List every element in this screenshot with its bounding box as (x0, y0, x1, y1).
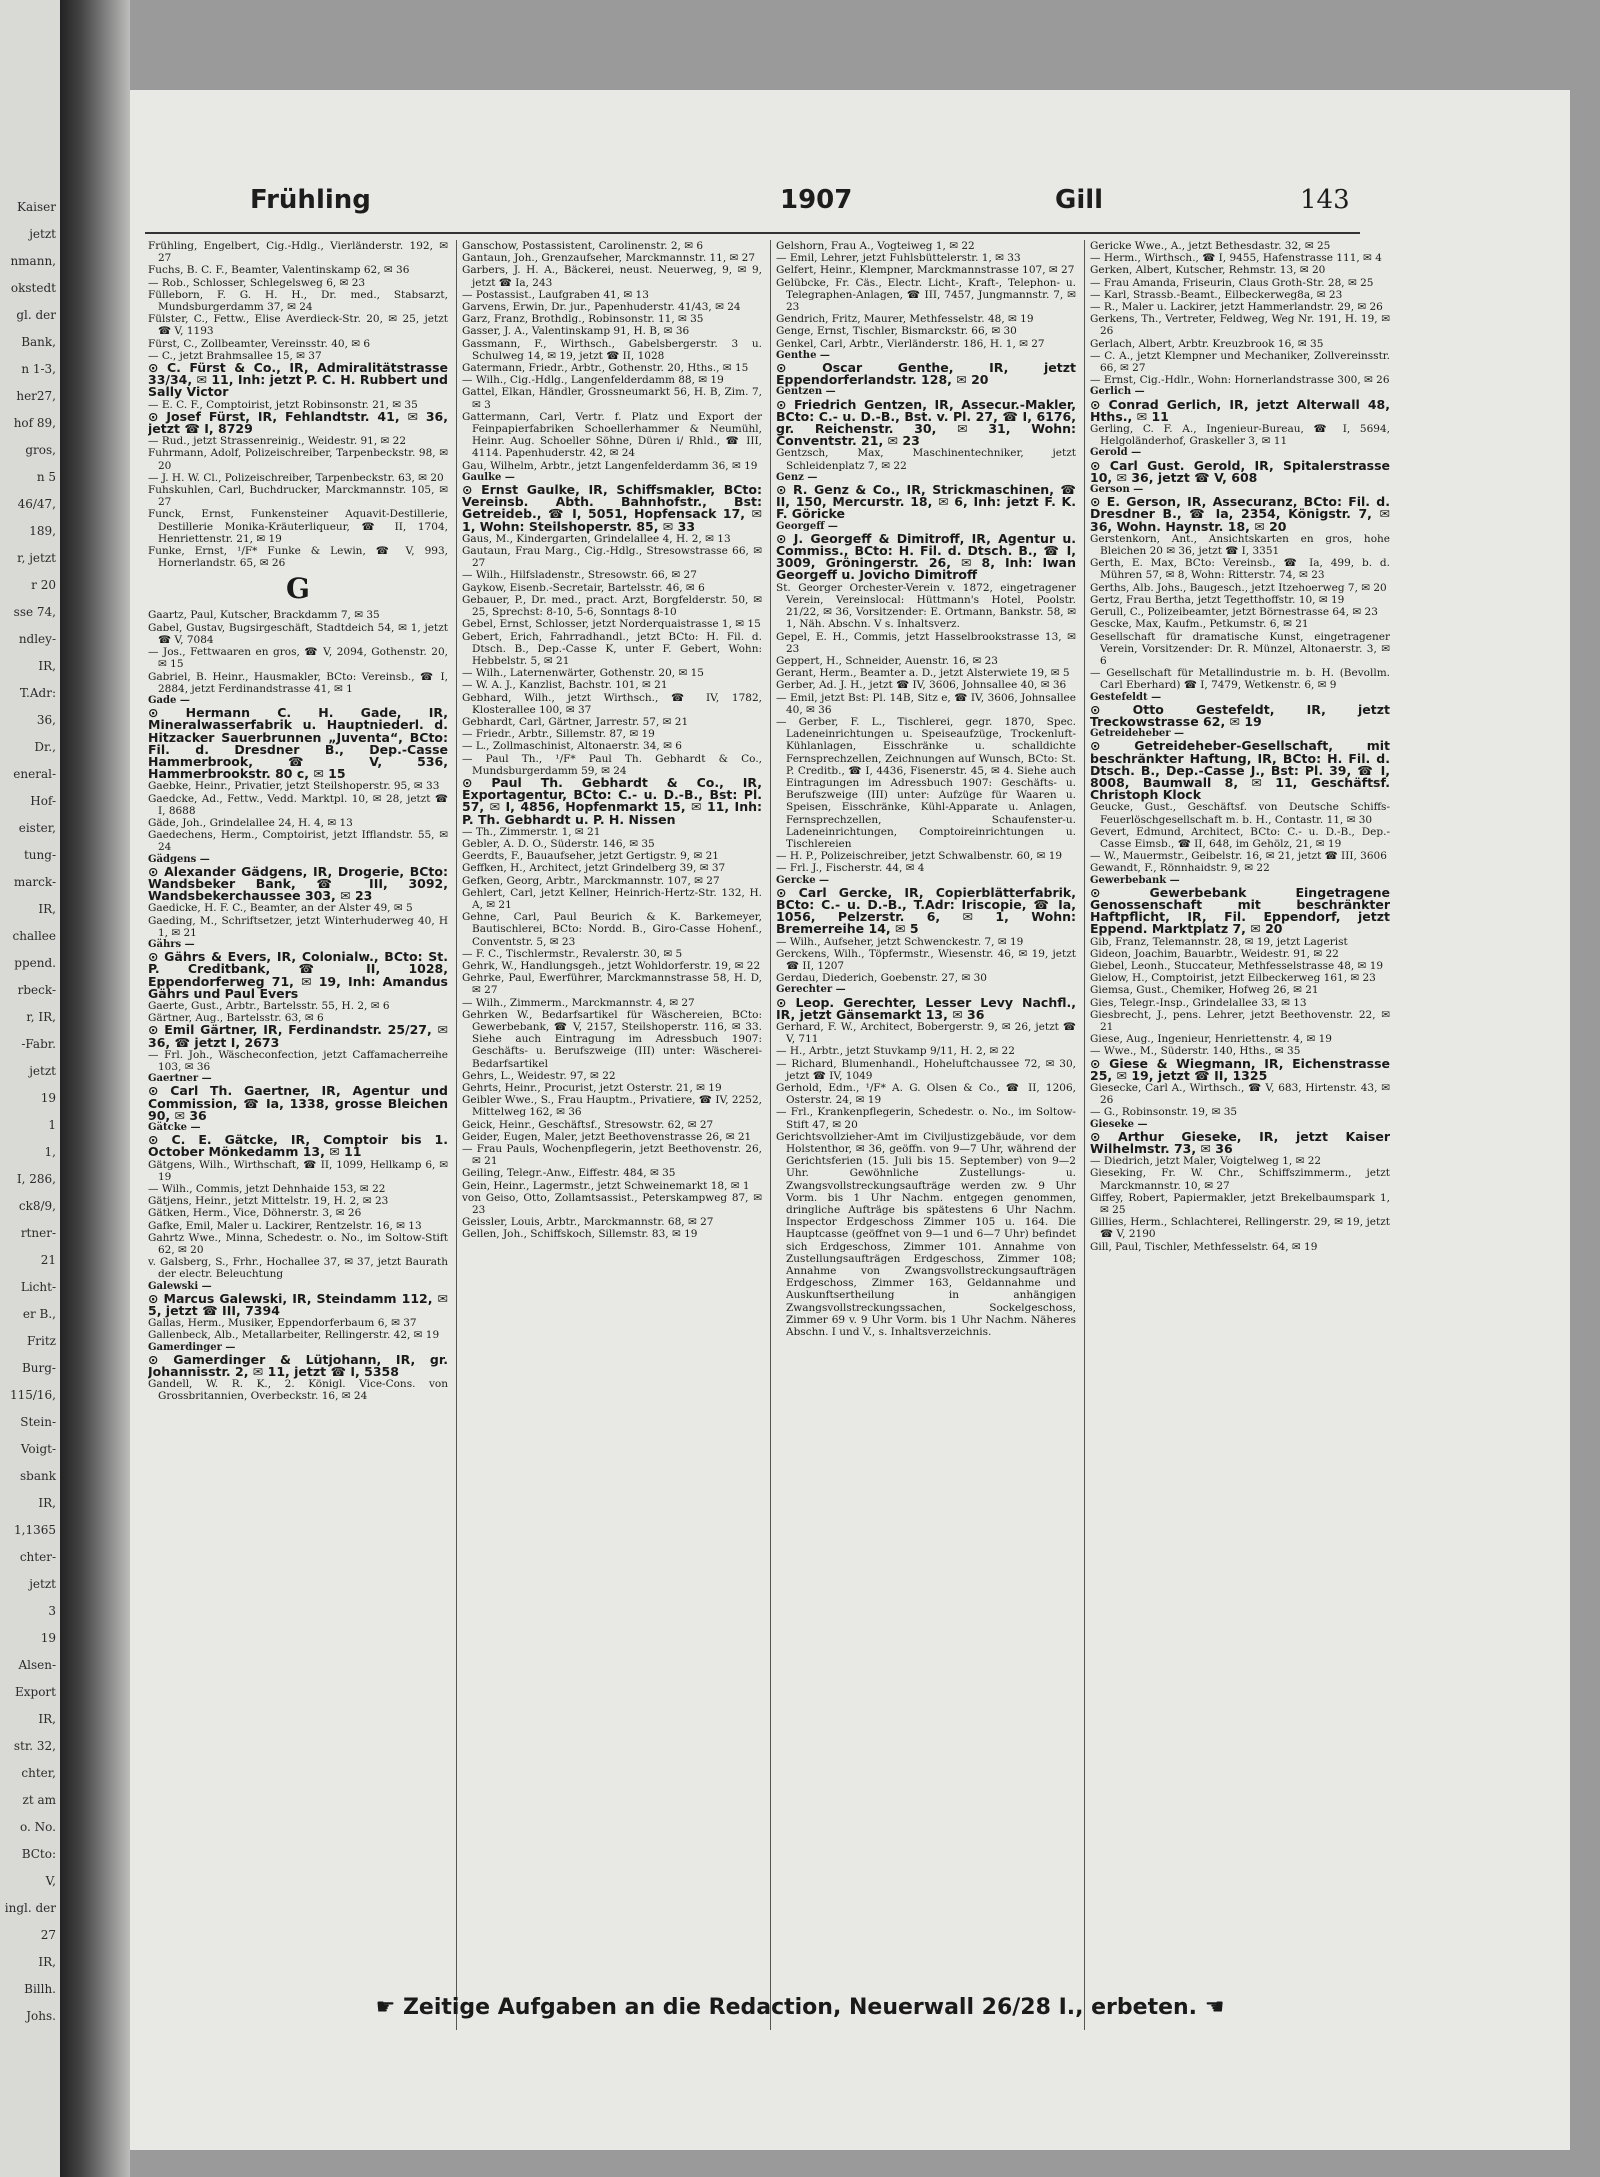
directory-entry: — H., Arbtr., jetzt Stuvkamp 9/11, H. 2, ✉ 22 (776, 1045, 1015, 1058)
directory-entry: Garvens, Erwin, Dr. jur., Papenhuderstr. 41/43, ✉ 24 (462, 301, 741, 314)
directory-entry: — C., jetzt Brahmsallee 15, ✉ 37 (148, 349, 322, 362)
adjacent-page-fragment: Voigt- (20, 1442, 56, 1456)
adjacent-page-fragment: sse 74, (13, 605, 56, 619)
directory-entry: Gelshorn, Frau A., Vogteiweg 1, ✉ 22 (776, 240, 975, 252)
directory-entry: — Frl., Krankenpflegerin, Schedestr. o. No., im Soltow-Stift 47, ✉ 20 (776, 1106, 1076, 1131)
directory-entry: Gertz, Frau Bertha, jetzt Tegetthoffstr. 10, ✉ 19 (1090, 593, 1345, 606)
directory-entry: Gaulke — (462, 471, 515, 483)
directory-entry: Giesbrecht, J., pens. Lehrer, jetzt Beethovenstr. 22, ✉ 21 (1090, 1008, 1390, 1033)
directory-entry: Genz — (776, 471, 818, 483)
adjacent-page-fragment: marck- (13, 875, 56, 889)
adjacent-page-fragment: 36, (36, 713, 56, 727)
directory-entry: ⊙ Carl Gercke, IR, Copierblätterfabrik, BCto: C.- u. D.-B., T.Adr: Iriscopie, ☎ Ia, 1056, Pelzerstr. 6, ✉ 1, Wohn: Bremerreihe 14, ✉ 5 (776, 884, 1076, 937)
directory-entry: ⊙ Hermann C. H. Gade, IR, Mineralwasserfabrik u. Hauptniederl. d. Hitzacker Sauerbrunnen „Juventa“, BCto: Fil. d. Dresdner B., Dep.-Casse Hammerbrook, ☎ V, 536, Hammerbrookstr. 80 c, ✉ 15 (148, 705, 448, 782)
adjacent-page-fragment: n 1-3, (21, 362, 56, 376)
column-divider (770, 240, 771, 2030)
directory-entry: Gerson — (1090, 484, 1144, 496)
adjacent-page-fragment: rtner- (20, 1226, 56, 1240)
directory-entry: Gescke, Max, Kaufm., Petkumstr. 6, ✉ 21 (1090, 618, 1309, 631)
directory-entry: Gade — (148, 694, 190, 706)
adjacent-page-fragment: Kaiser (17, 200, 56, 214)
directory-entry: Funck, Ernst, Funkensteiner Aquavit-Destillerie, Destillerie Monika-Kräuterliqueur, ☎ II, 1704, Henriettenstr. 21, ✉ 19 (148, 508, 448, 545)
directory-entry: — Th., Zimmerstr. 1, ✉ 21 (462, 825, 601, 838)
directory-entry: Gabriel, B. Heinr., Hausmakler, BCto: Vereinsb., ☎ I, 2884, jetzt Ferdinandstrasse 41, ✉ 1 (148, 670, 448, 695)
adjacent-page-fragment: IR, (38, 1496, 56, 1510)
directory-entry: — H. P., Polizeischreiber, jetzt Schwalbenstr. 60, ✉ 19 (776, 850, 1063, 863)
directory-entry: Gerken, Albert, Kutscher, Rehmstr. 13, ✉ 20 (1090, 264, 1326, 277)
directory-entry: — Wilh., Aufseher, jetzt Schwenckestr. 7, ✉ 19 (776, 935, 1024, 948)
directory-entry: — Wilh., Hilfsladenstr., Stresowstr. 66, ✉ 27 (462, 569, 697, 582)
pointing-hand-icon: ☛ (375, 1995, 403, 2020)
directory-entry: Gandell, W. R. K., 2. Königl. Vice-Cons. von Grossbritannien, Overbeckstr. 16, ✉ 24 (148, 1378, 448, 1403)
adjacent-page-fragment: challee (12, 929, 56, 943)
adjacent-page-fragment: her27, (16, 389, 56, 403)
adjacent-page-fragment: 27 (40, 1928, 56, 1942)
directory-entry: — C. A., jetzt Klempner und Mechaniker, Zollvereinsstr. 66, ✉ 27 (1090, 349, 1390, 375)
adjacent-page-fragment: I, 286, (16, 1172, 56, 1186)
directory-entry: Gallas, Herm., Musiker, Eppendorferbaum 6, ✉ 37 (148, 1317, 417, 1330)
directory-entry: Genthe — (776, 349, 830, 361)
directory-entry: — Wwe., M., Süderstr. 140, Hths., ✉ 35 (1090, 1045, 1301, 1058)
directory-entry: Geibler Wwe., S., Frau Hauptm., Privatiere, ☎ IV, 2252, Mittelweg 162, ✉ 36 (462, 1094, 762, 1119)
directory-entry: ⊙ Otto Gestefeldt, IR, jetzt Treckowstrasse 62, ✉ 19 (1090, 701, 1390, 729)
adjacent-page-fragment: Alsen- (18, 1658, 56, 1672)
header-left-word: Frühling (250, 185, 371, 215)
adjacent-page-fragment: Dr., (34, 740, 56, 754)
adjacent-page-fragment: 115/16, (9, 1388, 56, 1402)
directory-entry: Gerant, Herm., Beamter a. D., jetzt Alsterwiete 19, ✉ 5 (776, 667, 1070, 680)
column-1 (148, 240, 448, 2040)
directory-entry: — Frl. J., Fischerstr. 44, ✉ 4 (776, 862, 925, 875)
directory-entry: Gieseke — (1090, 1118, 1148, 1130)
directory-entry: ⊙ Oscar Genthe, IR, jetzt Eppendorferlandstr. 128, ✉ 20 (776, 360, 1076, 388)
directory-entry: Geppert, H., Schneider, Auenstr. 16, ✉ 23 (776, 654, 998, 667)
adjacent-page-fragment: tung- (23, 848, 56, 862)
directory-entry: Gerlich — (1090, 386, 1145, 398)
directory-entry: Fürst, C., Zollbeamter, Vereinsstr. 40, ✉ 6 (148, 337, 371, 350)
directory-entry: — J. H. W. Cl., Polizeischreiber, Tarpenbeckstr. 63, ✉ 20 (148, 471, 444, 484)
directory-entry: Gerichtsvollzieher-Amt im Civiljustizgebäude, vor dem Holstenthor, ✉ 36, geöffn. von 9—7 Uhr, während der Gerichtsferien (15. Juli bis 15. September) von 9—2 Uhr. Gewöhnliche Zustellungs- u. Zwangsvollstreckungsaufträge werden zw. 9 Uhr Vorm. bis 1 Uhr Nachm. entgegen genommen, dringliche Aufträge bis spätestens 6 Uhr Nachm. Inspector Erdgeschoss Zimmer 105 u. 164. Die Hauptcasse (geöffnet von 9—1 und 6—7 Uhr) befindet sich Erdgeschoss, Zimmer 101. Annahme von Zustellungsaufträgen Erdgeschoss, Zimmer 108; Annahme von Zwangsvollstreckungsaufträgen Erdgeschoss, Zimmer 163, Geldannahme und Auskunftsertheilung in anhängigen Zwangsvollstreckungssachen, Sockelgeschoss, Zimmer 69 v. 9 Uhr Vorm. bis 1 Uhr Nachm. Näheres Abschn. I und V., s. Inhaltsverzeichnis. (776, 1130, 1076, 1339)
directory-entry: ⊙ Gewerbebank Eingetragene Genossenschaft mit beschränkter Haftpflicht, IR, Fil. Eppendorf, jetzt Eppend. Marktplatz 7, ✉ 20 (1090, 884, 1390, 937)
pointing-hand-icon: ☚ (1197, 1995, 1225, 2020)
directory-entry: Gideon, Joachim, Bauarbtr., Weidestr. 91, ✉ 22 (1090, 947, 1339, 960)
directory-entry: — Frau Pauls, Wochenpflegerin, jetzt Beethovenstr. 26, ✉ 21 (462, 1143, 762, 1168)
directory-entry: Gallenbeck, Alb., Metallarbeiter, Rellingerstr. 42, ✉ 19 (148, 1329, 440, 1342)
directory-entry: Gehrts, Heinr., Procurist, jetzt Osterstr. 21, ✉ 19 (462, 1082, 722, 1095)
directory-entry: Gebel, Ernst, Schlosser, jetzt Norderquaistrasse 1, ✉ 15 (462, 618, 761, 631)
adjacent-page-fragment: n 5 (36, 470, 56, 484)
directory-entry: Gau, Wilhelm, Arbtr., jetzt Langenfelderdamm 36, ✉ 19 (462, 459, 758, 472)
directory-entry: Gätgens, Wilh., Wirthschaft, ☎ II, 1099, Hellkamp 6, ✉ 19 (148, 1158, 448, 1183)
directory-entry: Geick, Heinr., Geschäftsf., Stresowstr. 62, ✉ 27 (462, 1118, 714, 1131)
directory-entry: Gerhold, Edm., ¹/F* A. G. Olsen & Co., ☎ II, 1206, Osterstr. 24, ✉ 19 (776, 1082, 1076, 1107)
directory-entry: — Herm., Wirthsch., ☎ I, 9455, Hafenstrasse 111, ✉ 4 (1090, 252, 1382, 265)
book-gutter (60, 0, 130, 2177)
adjacent-page-fragment: ndley- (18, 632, 56, 646)
directory-entry: Geerdts, F., Bauaufseher, jetzt Gertigstr. 9, ✉ 21 (462, 850, 719, 863)
directory-entry: Gährs — (148, 938, 195, 950)
adjacent-page-fragment: 21 (40, 1253, 56, 1267)
directory-entry: Gautaun, Frau Marg., Cig.-Hdlg., Stresowstrasse 66, ✉ 27 (462, 545, 762, 570)
directory-entry: ⊙ C. Fürst & Co., IR, Admiralitätstrasse 33/34, ✉ 11, Inh: jetzt P. C. H. Rubbert und Sally Victor (148, 360, 448, 400)
directory-entry: Gaebke, Heinr., Privatier, jetzt Steilshoperstr. 95, ✉ 33 (148, 780, 440, 793)
adjacent-page-fragment: 19 (40, 1631, 56, 1645)
directory-entry: — Richard, Blumenhandl., Hoheluftchaussee 72, ✉ 30, jetzt ☎ IV, 1049 (776, 1057, 1076, 1082)
directory-entry: Gerth, E. Max, BCto: Vereinsb., ☎ Ia, 499, b. d. Mühren 57, ✉ 8, Wohn: Ritterstr. 74, ✉ 23 (1090, 557, 1390, 582)
directory-entry: Gies, Telegr.-Insp., Grindelallee 33, ✉ 13 (1090, 996, 1307, 1009)
adjacent-page-fragment: zt am (22, 1793, 56, 1807)
adjacent-page-fragment: sbank (20, 1469, 56, 1483)
directory-entry: Gabel, Gustav, Bugsirgeschäft, Stadtdeich 54, ✉ 1, jetzt ☎ V, 7084 (148, 621, 448, 646)
adjacent-page-fragment: r, jetzt (17, 551, 56, 565)
directory-entry: Gebhard, Wilh., jetzt Wirthsch., ☎ IV, 1782, Klosterallee 100, ✉ 37 (462, 691, 762, 716)
directory-entry: Gehne, Carl, Paul Beurich & K. Barkemeyer, Bautischlerei, BCto: Nordd. B., Giro-Casse Hohenf., Conventstr. 5, ✉ 23 (462, 911, 762, 948)
adjacent-page-fragment: o. No. (20, 1820, 56, 1834)
directory-entry: Gerstenkorn, Ant., Ansichtskarten en gros, hohe Bleichen 20 ✉ 36, jetzt ☎ I, 3351 (1090, 532, 1390, 558)
directory-entry: ⊙ J. Georgeff & Dimitroff, IR, Agentur u. Commiss., BCto: H. Fil. d. Dtsch. B., ☎ I, 3009, Gröningerstr. 26, ✉ 8, Inh: Iwan Georgeff u. Jovicho Dimitroff (776, 530, 1076, 583)
directory-entry: Geiling, Telegr.-Anw., Eiffestr. 484, ✉ 35 (462, 1167, 676, 1180)
adjacent-page-fragment: Fritz (26, 1334, 56, 1348)
directory-entry: ⊙ Ernst Gaulke, IR, Schiffsmakler, BCto: Vereinsb. Abth. Bahnhofstr., Bst: Getreideb., ☎ I, 5051, Hopfensack 17, ✉ 1, Wohn: Steilshoperstr. 85, ✉ 33 (462, 482, 762, 534)
directory-entry: Gestefeldt — (1090, 691, 1162, 703)
directory-entry: Fülster, C., Fettw., Elise Averdieck-Str. 20, ✉ 25, jetzt ☎ V, 1193 (148, 313, 448, 338)
directory-entry: Getreideheber — (1090, 728, 1185, 740)
directory-entry: Gebler, A. D. O., Süderstr. 146, ✉ 35 (462, 837, 655, 850)
directory-entry: Gasser, J. A., Valentinskamp 91, H. B, ✉ 36 (462, 325, 690, 338)
adjacent-page-fragment: Export (15, 1685, 56, 1699)
directory-entry: Gebhardt, Carl, Gärtner, Jarrestr. 57, ✉ 21 (462, 715, 689, 728)
directory-entry: — F. C., Tischlermstr., Revalerstr. 30, ✉ 5 (462, 947, 683, 960)
directory-entry: Fuhskuhlen, Carl, Buchdrucker, Marckmannstr. 105, ✉ 27 (148, 484, 448, 509)
adjacent-page-fragment: IR, (38, 1712, 56, 1726)
directory-entry: Gericke Wwe., A., jetzt Bethesdastr. 32, ✉ 25 (1090, 240, 1331, 252)
footer-text: Zeitige Aufgaben an die Redaction, Neuerwall 26/28 I., erbeten. (402, 1995, 1198, 2020)
directory-entry: Garz, Franz, Brothdlg., Robinsonstr. 11, ✉ 35 (462, 313, 704, 326)
directory-entry: — Rob., Schlosser, Schlegelsweg 6, ✉ 23 (148, 276, 366, 289)
directory-entry: ⊙ Josef Fürst, IR, Fehlandtstr. 41, ✉ 36, jetzt ☎ I, 8729 (148, 408, 448, 437)
directory-entry: Gesellschaft für dramatische Kunst, eingetragener Verein, Vorsitzender: Dr. R. Münzel, Altonaerstr. 3, ✉ 6 (1090, 630, 1390, 667)
directory-entry: — Jos., Fettwaaren en gros, ☎ V, 2094, Gothenstr. 20, ✉ 15 (148, 646, 448, 671)
adjacent-page-fragment: IR, (38, 1955, 56, 1969)
directory-entry: Giesecke, Carl A., Wirthsch., ☎ V, 683, Hirtenstr. 43, ✉ 26 (1090, 1082, 1390, 1107)
directory-entry: Gätken, Herm., Vice, Döhnerstr. 3, ✉ 26 (148, 1207, 362, 1220)
directory-entry: ⊙ Gamerdinger & Lütjohann, IR, gr. Johannisstr. 2, ✉ 11, jetzt ☎ I, 5358 (148, 1351, 448, 1380)
directory-entry: ⊙ Paul Th. Gebhardt & Co., IR, Exportagentur, BCto: C.- u. D.-B., Bst: Pl. 57, ✉ I, 4856, Hopfenmarkt 15, ✉ 11, Inh: P. Th. Gebhardt u. P. H. Nissen (462, 774, 762, 827)
directory-entry: — Gerber, F. L., Tischlerei, gegr. 1870, Spec. Ladeneinrichtungen u. Speiseaufzüge, Trockenluft-Kühlanlagen, Eisschränke u. schalldichte Fernsprechzellen, Zeichnungen auf Wunsch, BCto: St. P. Creditb., ☎ I, 4436, Fisenerstr. 45, ✉ 4. Siehe auch Eintragungen im Adressbuch 1907: Geschäfts- u. Berufszweige (III) unter: Aufzüge für Waaren u. Speisen, Eisschränke, Kühl-Apparate u. Anlagen, Fernsprechzellen, Schaufenster-u. Ladeneinrichtungen, Comptoireinrichtungen u. Tischlereien (776, 715, 1076, 850)
adjacent-page-fragment: chter, (21, 1766, 56, 1780)
directory-entry: Gewandt, F., Rönnhaidstr. 9, ✉ 22 (1090, 862, 1270, 875)
directory-entry: Gill, Paul, Tischler, Methfesselstr. 64, ✉ 19 (1090, 1240, 1318, 1253)
adjacent-page-fragment: Bank, (21, 335, 56, 349)
directory-entry: ⊙ Leop. Gerechter, Lesser Levy Nachfl., IR, jetzt Gänsemarkt 13, ✉ 36 (776, 994, 1076, 1022)
directory-entry: Gerold — (1090, 447, 1142, 459)
directory-entry: Gärtner, Aug., Bartelsstr. 63, ✉ 6 (148, 1012, 324, 1025)
directory-entry: Gib, Franz, Telemannstr. 28, ✉ 19, jetzt Lagerist (1090, 935, 1348, 948)
directory-entry: — Karl, Strassb.-Beamt., Eilbeckerweg8a, ✉ 23 (1090, 288, 1343, 301)
column-divider (456, 240, 457, 2030)
directory-entry: Gaykow, Eisenb.-Secretair, Bartelsstr. 46, ✉ 6 (462, 581, 705, 594)
directory-entry: Gehrk, W., Handlungsgeh., jetzt Wohldorferstr. 19, ✉ 22 (462, 959, 761, 972)
directory-entry: Gerlach, Albert, Arbtr. Kreuzbrook 16, ✉ 35 (1090, 337, 1324, 350)
directory-entry: Gerths, Alb. Johs., Baugesch., jetzt Itzehoerweg 7, ✉ 20 (1090, 581, 1387, 594)
directory-entry: von Geiso, Otto, Zollamtsassist., Peterskampweg 87, ✉ 23 (462, 1191, 762, 1217)
directory-entry: — R., Maler u. Lackirer, jetzt Hammerlandstr. 29, ✉ 26 (1090, 301, 1383, 314)
directory-entry: Gaedicke, H. F. C., Beamter, an der Alster 49, ✉ 5 (148, 902, 413, 915)
directory-entry: — Frau Amanda, Friseurin, Claus Groth-Str. 28, ✉ 25 (1090, 276, 1374, 289)
directory-entry: — W., Mauermstr., Geibelstr. 16, ✉ 21, jetzt ☎ III, 3606 (1090, 850, 1387, 863)
directory-entry: — Postassist., Laufgraben 41, ✉ 13 (462, 288, 649, 301)
directory-entry: Giebel, Leonh., Stuccateur, Methfesselstrasse 48, ✉ 19 (1090, 959, 1384, 972)
adjacent-page-fragment: ck8/9, (18, 1199, 56, 1213)
directory-entry: Gepel, E. H., Commis, jetzt Hasselbrookstrasse 13, ✉ 23 (776, 630, 1076, 655)
adjacent-page-fragment: jetzt (29, 1064, 56, 1078)
adjacent-page-fragment: rbeck- (17, 983, 56, 997)
adjacent-page-strip (0, 0, 60, 2177)
directory-entry: Gäde, Joh., Grindelallee 24, H. 4, ✉ 13 (148, 816, 353, 829)
directory-entry: Giese, Aug., Ingenieur, Henriettenstr. 4, ✉ 19 (1090, 1033, 1332, 1046)
adjacent-page-fragment: er B., (22, 1307, 56, 1321)
adjacent-page-fragment: eister, (18, 821, 56, 835)
directory-entry: Gewerbebank — (1090, 874, 1180, 886)
directory-entry: G (286, 572, 310, 606)
adjacent-page-fragment: 189, (29, 524, 56, 538)
directory-entry: Gaertner — (148, 1073, 212, 1085)
directory-entry: ⊙ Marcus Galewski, IR, Steindamm 112, ✉ 5, jetzt ☎ III, 7394 (148, 1290, 448, 1319)
directory-entry: Gerckens, Wilh., Töpfermstr., Wiesenstr. 46, ✉ 19, jetzt ☎ II, 1207 (776, 947, 1076, 972)
directory-entry: ⊙ Alexander Gädgens, IR, Drogerie, BCto: Wandsbeker Bank, ☎ III, 3092, Wandsbekerchaussee 303, ✉ 23 (148, 863, 448, 904)
adjacent-page-fragment: r, IR, (26, 1010, 56, 1024)
directory-entry: Fuhrmann, Adolf, Polizeischreiber, Tarpenbeckstr. 98, ✉ 20 (148, 447, 448, 472)
adjacent-page-fragment: V, (45, 1874, 56, 1888)
directory-entry: — Rud., jetzt Strassenreinig., Weidestr. 91, ✉ 22 (148, 435, 407, 448)
directory-entry: Gieseking, Fr. W. Chr., Schiffszimmerm., jetzt Marckmannstr. 10, ✉ 27 (1090, 1167, 1390, 1192)
directory-entry: Gafke, Emil, Maler u. Lackirer, Rentzelstr. 16, ✉ 13 (148, 1219, 422, 1232)
directory-entry: Georgeff — (776, 520, 838, 532)
directory-entry: Gamerdinger — (148, 1341, 236, 1353)
adjacent-page-fragment: Hof- (30, 794, 56, 808)
adjacent-page-fragment: Burg- (21, 1361, 56, 1375)
directory-entry: Gaedechens, Herm., Comptoirist, jetzt Ifflandstr. 55, ✉ 24 (148, 829, 448, 854)
column-divider (1084, 240, 1085, 2030)
directory-entry: Gaartz, Paul, Kutscher, Brackdamm 7, ✉ 35 (148, 609, 380, 622)
adjacent-page-fragment: eneral- (13, 767, 56, 781)
directory-entry: Geider, Eugen, Maler, jetzt Beethovenstrasse 26, ✉ 21 (462, 1130, 752, 1143)
directory-entry: ⊙ Friedrich Gentzen, IR, Assecur.-Makler, BCto: C.- u. D.-B., Bst. v. Pl. 27, ☎ I, 6176, gr. Reichenstr. 30, ✉ 31, Wohn: Conventstr. 21, ✉ 23 (776, 396, 1076, 449)
directory-entry: Funke, Ernst, ¹/F* Funke & Lewin, ☎ V, 993, Hornerlandstr. 65, ✉ 26 (148, 545, 448, 570)
directory-entry: — E. C. F., Comptoirist, jetzt Robinsonstr. 21, ✉ 35 (148, 398, 418, 411)
directory-entry: — Wilh., Laternenwärter, Gothenstr. 20, ✉ 15 (462, 667, 704, 680)
directory-entry: — Diedrich, jetzt Maler, Voigtelweg 1, ✉ 22 (1090, 1155, 1322, 1168)
header-year: 1907 (780, 185, 853, 215)
directory-entry: Fuchs, B. C. F., Beamter, Valentinskamp 62, ✉ 36 (148, 264, 410, 277)
directory-entry: Gentzsch, Max, Maschinentechniker, jetzt Schleidenplatz 7, ✉ 22 (776, 447, 1076, 472)
directory-entry: Gantaun, Joh., Grenzaufseher, Marckmannstr. 11, ✉ 27 (462, 252, 756, 265)
adjacent-page-fragment: gros, (25, 443, 56, 457)
directory-entry: Gehrs, L., Weidestr. 97, ✉ 22 (462, 1069, 616, 1082)
header-right-word: Gill (1055, 185, 1104, 215)
directory-entry: St. Georger Orchester-Verein v. 1872, eingetragener Verein, Vereinslocal: Hüttmann's Hotel, Poolstr. 21/22, ✉ 36, Vorsitzender: E. Ortmann, Bankstr. 58, ✉ 1, Näh. Abschn. V s. Inhaltsverz. (776, 581, 1076, 631)
directory-entry: — Emil, Lehrer, jetzt Fuhlsbüttelerstr. 1, ✉ 33 (776, 252, 1021, 265)
directory-entry: Gädgens — (148, 853, 210, 865)
directory-entry: Geucke, Gust., Geschäftsf. von Deutsche Schiffs- Feuerlöschgesellschaft m. b. H., Contastr. 11, ✉ 30 (1090, 801, 1390, 826)
directory-entry: ⊙ E. Gerson, IR, Assecuranz, BCto: Fil. d. Dresdner B., ☎ Ia, 2354, Königstr. 7, ✉ 36, Wohn. Haynstr. 18, ✉ 20 (1090, 494, 1390, 534)
directory-entry: Gatermann, Friedr., Arbtr., Gothenstr. 20, Hths., ✉ 15 (462, 362, 749, 375)
directory-entry: Gerdau, Diederich, Goebenstr. 27, ✉ 30 (776, 972, 987, 985)
directory-entry: Genge, Ernst, Tischler, Bismarckstr. 66, ✉ 30 (776, 325, 1017, 338)
directory-entry: — Wilh., Zimmerm., Marckmannstr. 4, ✉ 27 (462, 996, 695, 1009)
directory-entry: — Friedr., Arbtr., Sillemstr. 87, ✉ 19 (462, 728, 655, 741)
directory-entry: Gercke — (776, 874, 830, 886)
directory-entry: Gaus, M., Kindergarten, Grindelallee 4, H. 2, ✉ 13 (462, 532, 731, 545)
directory-entry: ⊙ Gährs & Evers, IR, Colonialw., BCto: St. P. Creditbank, ☎ II, 1028, Eppendorferweg 71, ✉ 19, Inh: Amandus Gährs und Paul Evers (148, 949, 448, 1001)
directory-entry: ⊙ Conrad Gerlich, IR, jetzt Alterwall 48, Hths., ✉ 11 (1090, 396, 1390, 424)
directory-entry: — Wilh., Cig.-Hdlg., Langenfelderdamm 88, ✉ 19 (462, 374, 724, 387)
adjacent-page-fragment: Licht- (20, 1280, 56, 1294)
directory-entry: — Emil, jetzt Bst: Pl. 14B, Sitz e, ☎ IV, 3606, Johnsallee 40, ✉ 36 (776, 691, 1076, 716)
footer-notice (340, 1995, 1260, 2035)
adjacent-page-fragment: ingl. der (4, 1901, 56, 1915)
directory-entry: — G., Robinsonstr. 19, ✉ 35 (1090, 1106, 1238, 1119)
directory-entry: Gielow, H., Comptoirist, jetzt Eilbeckerweg 161, ✉ 23 (1090, 972, 1376, 985)
directory-entry: Geissler, Louis, Arbtr., Marckmannstr. 68, ✉ 27 (462, 1216, 714, 1229)
column-4 (1090, 240, 1390, 2040)
directory-entry: Gerber, Ad. J. H., jetzt ☎ IV, 3606, Johnsallee 40, ✉ 36 (776, 679, 1067, 692)
adjacent-page-fragment: 46/47, (17, 497, 56, 511)
directory-entry: Gerkens, Th., Vertreter, Feldweg, Weg Nr. 191, H. 19, ✉ 26 (1090, 313, 1390, 338)
directory-entry: v. Galsberg, S., Frhr., Hochallee 37, ✉ 37, jetzt Baurath der electr. Beleuchtung (148, 1256, 448, 1281)
adjacent-page-fragment: T.Adr: (19, 686, 56, 700)
directory-entry: Gevert, Edmund, Architect, BCto: C.- u. D.-B., Dep.-Casse Eimsb., ☎ II, 648, im Gehölz, 21, ✉ 19 (1090, 825, 1390, 850)
directory-entry: Gebauer, P., Dr. med., pract. Arzt, Borgfelderstr. 50, ✉ 25, Sprechst: 8-10, 5-6, Sonntags 8-10 (462, 593, 762, 619)
directory-entry: Gelfert, Heinr., Klempner, Marckmannstrasse 107, ✉ 27 (776, 264, 1075, 277)
directory-entry: Gätcke — (148, 1122, 201, 1134)
directory-entry: Galewski — (148, 1280, 212, 1292)
directory-entry: ⊙ Carl Gust. Gerold, IR, Spitalerstrasse 10, ✉ 36, jetzt ☎ V, 608 (1090, 457, 1390, 485)
directory-entry: Gerull, C., Polizeibeamter, jetzt Börnestrasse 64, ✉ 23 (1090, 606, 1378, 619)
directory-entry: Gillies, Herm., Schlachterei, Rellingerstr. 29, ✉ 19, jetzt ☎ V, 2190 (1090, 1216, 1390, 1241)
directory-entry: Gaeding, M., Schriftsetzer, jetzt Winterhuderweg 40, H 1, ✉ 21 (148, 914, 448, 939)
directory-entry: — Gesellschaft für Metallindustrie m. b. H. (Bevollm. Carl Eberhard) ☎ I, 7479, Wetkenstr. 6, ✉ 9 (1090, 667, 1390, 692)
directory-entry: ⊙ Carl Th. Gaertner, IR, Agentur und Commission, ☎ Ia, 1338, grosse Bleichen 90, ✉ 36 (148, 1083, 448, 1123)
directory-entry: Gehrken W., Bedarfsartikel für Wäschereien, BCto: Gewerbebank, ☎ V, 2157, Steilshoperstr. 116, ✉ 33. Siehe auch Eintragung im Adressbuch 1907: Geschäfts- u. Berufszweige (III) unter: Wäscherei-Bedarfsartikel (462, 1008, 762, 1070)
adjacent-page-fragment: okstedt (10, 281, 56, 295)
adjacent-page-fragment: chter- (19, 1550, 56, 1564)
directory-entry: Gassmann, F., Wirthsch., Gabelsbergerstr. 3 u. Schulweg 14, ✉ 19, jetzt ☎ II, 1028 (462, 337, 762, 362)
directory-entry: Gendrich, Fritz, Maurer, Methfesselstr. 48, ✉ 19 (776, 313, 1034, 326)
directory-entry: — L., Zollmaschinist, Altonaerstr. 34, ✉ 6 (462, 740, 682, 753)
directory-entry: Genkel, Carl, Arbtr., Vierländerstr. 186, H. 1, ✉ 27 (776, 337, 1045, 350)
directory-entry: Giffey, Robert, Papiermakler, jetzt Brekelbaumspark 1, ✉ 25 (1090, 1191, 1390, 1217)
adjacent-page-fragment: ppend. (14, 956, 56, 970)
adjacent-page-fragment: 1 (48, 1118, 56, 1132)
adjacent-page-fragment: Johs. (26, 2009, 56, 2023)
directory-entry: — W. A. J., Kanzlist, Bachstr. 101, ✉ 21 (462, 679, 668, 692)
adjacent-page-fragment: IR, (38, 902, 56, 916)
directory-entry: — Frl. Joh., Wäscheconfection, jetzt Caffamacherreihe 103, ✉ 36 (148, 1048, 448, 1073)
directory-entry: Geffken, H., Architect, jetzt Grindelberg 39, ✉ 37 (462, 862, 726, 875)
adjacent-page-fragment: gl. der (16, 308, 56, 322)
directory-entry: Gentzen — (776, 386, 836, 398)
column-2 (462, 240, 762, 2040)
directory-entry: Frühling, Engelbert, Cig.-Hdlg., Vierländerstr. 192, ✉ 27 (148, 240, 448, 265)
adjacent-page-fragment: BCto: (21, 1847, 56, 1861)
directory-entry: Gein, Heinr., Lagermstr., jetzt Schweinemarkt 18, ✉ 1 (462, 1179, 750, 1192)
adjacent-page-fragment: hof 89, (13, 416, 56, 430)
directory-entry: Fülleborn, F. G. H. H., Dr. med., Stabsarzt, Mundsburgerdamm 37, ✉ 24 (148, 288, 448, 314)
adjacent-page-fragment: 3 (48, 1604, 56, 1618)
directory-entry: — Paul Th., ¹/F* Paul Th. Gebhardt & Co., Mundsburgerdamm 59, ✉ 24 (462, 752, 762, 777)
adjacent-page-fragment: Billh. (24, 1982, 56, 1996)
directory-entry: Gellen, Joh., Schiffskoch, Sillemstr. 83, ✉ 19 (462, 1228, 698, 1241)
directory-entry: ⊙ R. Genz & Co., IR, Strickmaschinen, ☎ II, 150, Mercurstr. 18, ✉ 6, Inh: jetzt F. K. F. Göricke (776, 482, 1076, 522)
directory-entry: ⊙ Getreideheber-Gesellschaft, mit beschränkter Haftung, IR, BCto: H. Fil. d. Dtsch. B., Dep.-Casse J., Bst: Pl. 39, ☎ I, 8008, Baumwall 8, ✉ 11, Geschäftsf. Christoph Klock (1090, 738, 1390, 803)
column-3 (776, 240, 1076, 2040)
directory-entry: Gefken, Georg, Arbtr., Marckmannstr. 107, ✉ 27 (462, 874, 720, 887)
directory-entry: Gaedcke, Ad., Fettw., Vedd. Marktpl. 10, ✉ 28, jetzt ☎ I, 8688 (148, 792, 448, 817)
directory-entry: Gerechter — (776, 984, 846, 996)
directory-entry: Gattel, Elkan, Händler, Grossneumarkt 56, H. B, Zim. 7, ✉ 3 (462, 386, 762, 411)
page-number: 143 (1300, 185, 1350, 215)
adjacent-page-fragment: -Fabr. (21, 1037, 56, 1051)
header-rule (145, 232, 1360, 234)
adjacent-page-fragment: jetzt (29, 1577, 56, 1591)
directory-entry: ⊙ Emil Gärtner, IR, Ferdinandstr. 25/27, ✉ 36, ☎ jetzt I, 2673 (148, 1022, 448, 1050)
adjacent-page-fragment: str. 32, (13, 1739, 56, 1753)
adjacent-page-fragment: jetzt (29, 227, 56, 241)
directory-entry: Giemsa, Gust., Chemiker, Hofweg 26, ✉ 21 (1090, 984, 1319, 997)
directory-entry: Gelübcke, Fr. Cäs., Electr. Licht-, Kraft-, Telephon- u. Telegraphen-Anlagen, ☎ III, 7457, Jungmannstr. 7, ✉ 23 (776, 276, 1076, 314)
adjacent-page-fragment: r 20 (31, 578, 56, 592)
directory-entry: Gahrtz Wwe., Minna, Schedestr. o. No., im Soltow-Stift 62, ✉ 20 (148, 1231, 448, 1257)
directory-entry: Gätjens, Heinr., jetzt Mittelstr. 19, H. 2, ✉ 23 (148, 1195, 389, 1208)
adjacent-page-fragment: 1, (44, 1145, 56, 1159)
directory-entry: ⊙ C. E. Gätcke, IR, Comptoir bis 1. October Mönkedamm 13, ✉ 11 (148, 1132, 448, 1160)
directory-entry: Gebert, Erich, Fahrradhandl., jetzt BCto: H. Fil. d. Dtsch. B., Dep.-Casse K, unter F. Gebert, Wohn: Hebbelstr. 5, ✉ 21 (462, 630, 762, 667)
adjacent-page-fragment: IR, (38, 659, 56, 673)
directory-entry: Garbers, J. H. A., Bäckerei, neust. Neuerweg, 9, ✉ 9, jetzt ☎ Ia, 243 (462, 264, 762, 289)
adjacent-page-fragment: Stein- (20, 1415, 56, 1429)
directory-entry: Gaerte, Gust., Arbtr., Bartelsstr. 55, H. 2, ✉ 6 (148, 999, 390, 1012)
directory-entry: Gehlert, Carl, jetzt Kellner, Heinrich-Hertz-Str. 132, H. A, ✉ 21 (462, 886, 762, 911)
page-header (150, 185, 1350, 225)
directory-entry: Gehrke, Paul, Ewerführer, Marckmannstrasse 58, H. D, ✉ 27 (462, 972, 762, 997)
directory-entry: Gerhard, F. W., Architect, Bobergerstr. 9, ✉ 26, jetzt ☎ V, 711 (776, 1021, 1076, 1046)
directory-entry: Gerling, C. F. A., Ingenieur-Bureau, ☎ I, 5694, Helgoländerhof, Graskeller 3, ✉ 11 (1090, 423, 1390, 448)
directory-entry: Ganschow, Postassistent, Carolinenstr. 2, ✉ 6 (462, 240, 704, 252)
adjacent-page-fragment: 19 (40, 1091, 56, 1105)
adjacent-page-fragment: nmann, (10, 254, 56, 268)
directory-entry: ⊙ Giese & Wiegmann, IR, Eichenstrasse 25, ✉ 19, jetzt ☎ II, 1325 (1090, 1055, 1390, 1083)
directory-entry: Gattermann, Carl, Vertr. f. Platz und Export der Feinpapierfabriken Schoellerhammer & Neumühl, Heinr. Aug. Schoeller Söhne, Düren i/ Rhld., ☎ III, 4114. Papenhuderstr. 42, ✉ 24 (462, 410, 762, 460)
directory-entry: — Wilh., Commis, jetzt Dehnhaide 153, ✉ 22 (148, 1183, 386, 1196)
directory-entry: ⊙ Arthur Gieseke, IR, jetzt Kaiser Wilhelmstr. 73, ✉ 36 (1090, 1128, 1390, 1157)
adjacent-page-fragment: 1,1365 (14, 1523, 56, 1537)
directory-entry: — Ernst, Cig.-Hdlr., Wohn: Hornerlandstrasse 300, ✉ 26 (1090, 374, 1390, 387)
